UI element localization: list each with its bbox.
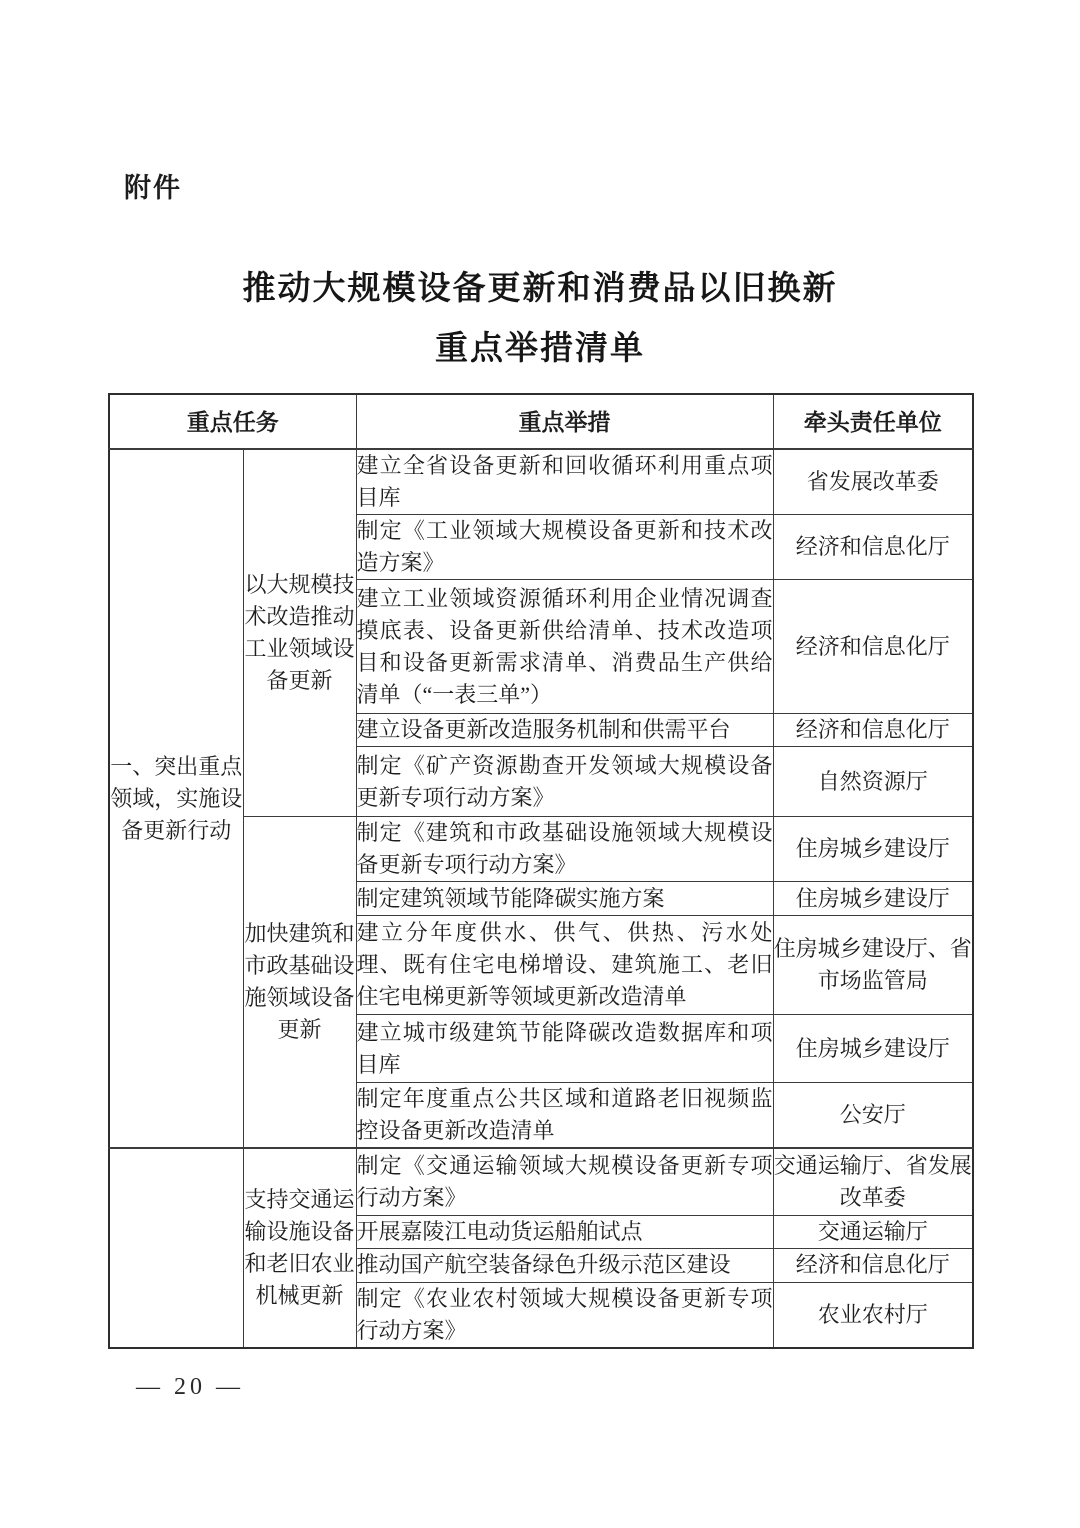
unit-cell: 经济和信息化厅 (773, 515, 973, 580)
measure-cell: 制定《工业领域大规模设备更新和技术改造方案》 (356, 515, 773, 580)
task-group-continued (109, 1148, 243, 1348)
unit-cell: 交通运输厅、省发展改革委 (773, 1148, 973, 1215)
measure-cell: 开展嘉陵江电动货运船舶试点 (356, 1215, 773, 1248)
measure-cell: 建立城市级建筑节能降碳改造数据库和项目库 (356, 1015, 773, 1083)
attachment-label: 附件 (124, 173, 182, 203)
measure-cell: 建立工业领域资源循环利用企业情况调查摸底表、设备更新供给清单、技术改造项目和设备更新需求清单、消费品生产供给清单（“一表三单”） (356, 580, 773, 714)
unit-cell: 住房城乡建设厅、省市场监管局 (773, 916, 973, 1015)
unit-cell: 住房城乡建设厅 (773, 817, 973, 882)
measure-cell: 建立全省设备更新和回收循环利用重点项目库 (356, 449, 773, 515)
unit-cell: 经济和信息化厅 (773, 714, 973, 747)
column-header-task: 重点任务 (109, 394, 356, 449)
unit-cell: 经济和信息化厅 (773, 1248, 973, 1282)
unit-cell: 经济和信息化厅 (773, 580, 973, 714)
measure-cell: 制定《交通运输领域大规模设备更新专项行动方案》 (356, 1148, 773, 1215)
document-title-line1: 推动大规模设备更新和消费品以旧换新 (242, 271, 838, 307)
subtask-group-transport-agriculture: 支持交通运输设施设备和老旧农业机械更新 (243, 1148, 356, 1348)
subtask-group-industrial: 以大规模技术改造推动工业领域设备更新 (243, 449, 356, 817)
page-number: — 20 — (136, 1374, 244, 1400)
unit-cell: 交通运输厅 (773, 1215, 973, 1248)
document-title-line2: 重点举措清单 (435, 331, 645, 367)
measure-cell: 推动国产航空装备绿色升级示范区建设 (356, 1248, 773, 1282)
unit-cell: 自然资源厅 (773, 747, 973, 817)
measure-cell: 建立分年度供水、供气、供热、污水处理、既有住宅电梯增设、建筑施工、老旧住宅电梯更新等领域更新改造清单 (356, 916, 773, 1015)
column-header-unit: 牵头责任单位 (773, 394, 973, 449)
task-group-equipment-renewal: 一、突出重点领域，实施设备更新行动 (109, 449, 243, 1148)
measure-cell: 制定年度重点公共区域和道路老旧视频监控设备更新改造清单 (356, 1083, 773, 1149)
unit-cell: 农业农村厅 (773, 1282, 973, 1348)
table-header-row (109, 394, 973, 449)
measures-table (108, 393, 974, 1349)
subtask-group-construction: 加快建筑和市政基础设施领域设备更新 (243, 817, 356, 1149)
table-row (109, 449, 973, 515)
table-row (109, 1148, 973, 1215)
unit-cell: 住房城乡建设厅 (773, 1015, 973, 1083)
column-header-measure: 重点举措 (356, 394, 773, 449)
measure-cell: 制定《建筑和市政基础设施领域大规模设备更新专项行动方案》 (356, 817, 773, 882)
unit-cell: 公安厅 (773, 1083, 973, 1149)
unit-cell: 住房城乡建设厅 (773, 882, 973, 916)
measure-cell: 制定《矿产资源勘查开发领域大规模设备更新专项行动方案》 (356, 747, 773, 817)
unit-cell: 省发展改革委 (773, 449, 973, 515)
measure-cell: 建立设备更新改造服务机制和供需平台 (356, 714, 773, 747)
measure-cell: 制定建筑领域节能降碳实施方案 (356, 882, 773, 916)
measure-cell: 制定《农业农村领域大规模设备更新专项行动方案》 (356, 1282, 773, 1348)
